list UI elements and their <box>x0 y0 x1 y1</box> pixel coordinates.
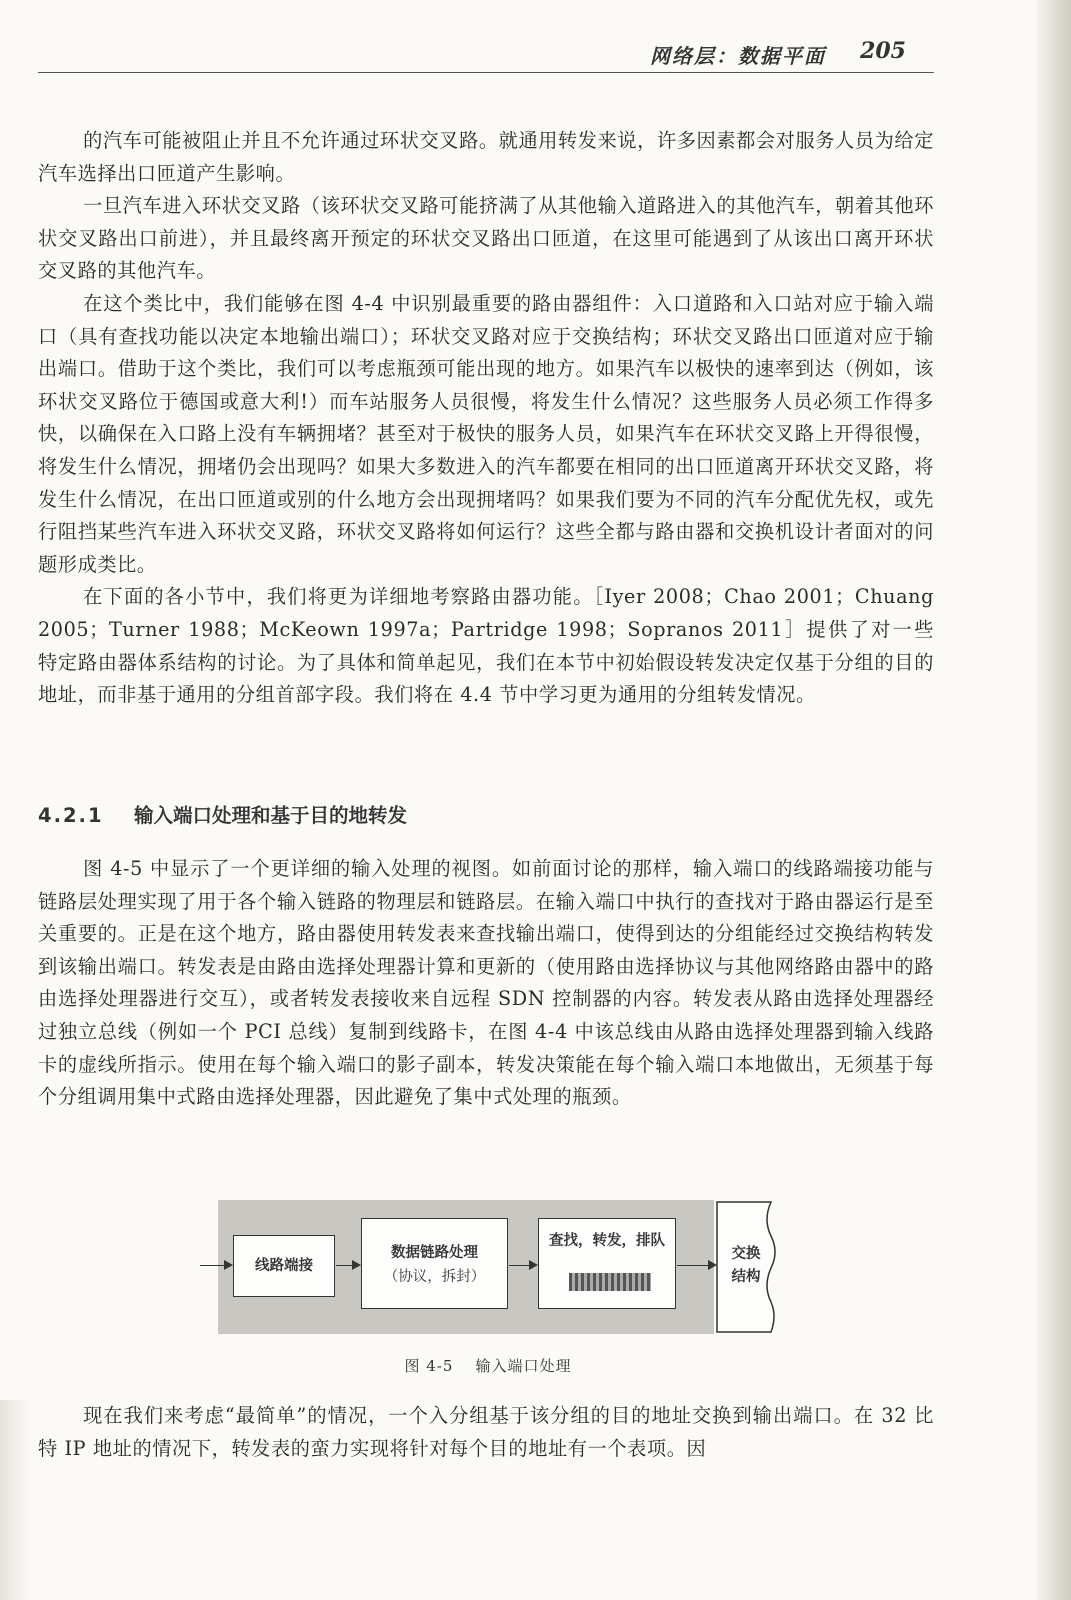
switch-fabric-label-line2: 结构 <box>731 1269 761 1285</box>
data-link-processing-label: 数据链路处理 <box>391 1245 478 1261</box>
paragraph: 在这个类比中，我们能够在图 4-4 中识别最重要的路由器组件：入口道路和入口站对应于输入端口（具有查找功能以决定本地输出端口）；环状交叉路对应于交换结构；环状交叉路出口匝道对应于输出端口。借助于这个类比，我们可以考虑瓶颈可能出现的地方。如果汽车以极快的速率到达（例如，该环状交叉路位于德国或意大利!）而车站服务人员很慢，将发生什么情况？这些服务人员必须工作得多快，以确保在入口路上没有车辆拥堵？甚至对于极快的服务人员，如果汽车在环状交叉路上开得很慢，将发生什么情况，拥堵仍会出现吗？如果大多数进入的汽车都要在相同的出口匝道离开环状交叉路，将发生什么情况，在出口匝道或别的什么地方会出现拥堵吗？如果我们要为不同的汽车分配优先权，或先行阻挡某些汽车进入环状交叉路，环状交叉路将如何运行？这些全都与路由器和交换机设计者面对的问题形成类比。 <box>38 291 934 576</box>
figure-input-port-processing <box>200 1195 780 1355</box>
switch-fabric-label-line1: 交换 <box>731 1246 761 1262</box>
switch-fabric-label <box>718 1243 774 1289</box>
chapter-title: 网络层：数据平面 <box>650 44 826 68</box>
arrow-3 <box>677 1265 715 1266</box>
data-link-processing-sublabel: （协议，拆封） <box>383 1269 486 1285</box>
section-heading <box>38 800 934 828</box>
page-edge-shadow <box>1037 0 1071 1600</box>
arrow-1 <box>336 1265 359 1266</box>
line-termination-label: 线路端接 <box>255 1258 313 1274</box>
input-arrow <box>200 1265 231 1266</box>
data-link-processing-box <box>361 1218 508 1309</box>
page-corner-shadow <box>0 1400 30 1600</box>
lookup-forward-queue-label: 查找，转发，排队 <box>549 1233 665 1249</box>
page-number: 205 <box>860 38 906 64</box>
lookup-forward-queue-box <box>538 1218 676 1309</box>
paragraph: 的汽车可能被阻止并且不允许通过环状交叉路。就通用转发来说，许多因素都会对服务人员为给定汽车选择出口匝道产生影响。 <box>38 129 934 185</box>
section-body-text <box>38 853 934 1114</box>
line-termination-box <box>233 1235 335 1297</box>
figure-caption-number: 图 4-5 <box>404 1357 454 1375</box>
figure-caption-text: 输入端口处理 <box>475 1357 572 1375</box>
queue-icon <box>569 1273 651 1291</box>
paragraph: 现在我们来考虑“最简单”的情况，一个入分组基于该分组的目的地址交换到输出端口。在 32 比特 IP 地址的情况下，转发表的蛮力实现将针对每个目的地址有一个表项。因 <box>38 1404 934 1460</box>
closing-body-text <box>38 1400 934 1465</box>
body-text <box>38 125 934 712</box>
figure-caption <box>198 1355 778 1376</box>
section-title: 输入端口处理和基于目的地转发 <box>134 804 408 827</box>
running-head <box>38 36 934 73</box>
paragraph: 图 4-5 中显示了一个更详细的输入处理的视图。如前面讨论的那样，输入端口的线路端接功能与链路层处理实现了用于各个输入链路的物理层和链路层。在输入端口中执行的查找对于路由器运行是至关重要的。正是在这个地方，路由器使用转发表来查找输出端口，使得到达的分组能经过交换结构转发到该输出端口。转发表是由路由选择处理器计算和更新的（使用路由选择协议与其他网络路由器中的路由选择处理器进行交互），或者转发表接收来自远程 SDN 控制器的内容。转发表从路由选择处理器经过独立总线（例如一个 PCI 总线）复制到线路卡，在图 4-4 中该总线由从路由选择处理器到输入线路卡的虚线所指示。使用在每个输入端口的影子副本，转发决策能在每个输入端口本地做出，无须基于每个分组调用集中式路由选择处理器，因此避免了集中式处理的瓶颈。 <box>38 857 934 1109</box>
arrow-2 <box>509 1265 536 1266</box>
paragraph: 在下面的各小节中，我们将更为详细地考察路由器功能。［Iyer 2008；Chao 2001；Chuang 2005；Turner 1988；McKeown 1997a；Partridge 1998；Sopranos 2011］提供了对一些特定路由器体系结构的讨论。为了具体和简单起见，我们在本节中初始假设转发决定仅基于分组的目的地址，而非基于通用的分组首部字段。我们将在 4.4 节中学习更为通用的分组转发情况。 <box>38 585 934 707</box>
section-number: 4.2.1 <box>38 804 104 827</box>
paragraph: 一旦汽车进入环状交叉路（该环状交叉路可能挤满了从其他输入道路进入的其他汽车，朝着其他环状交叉路出口前进），并且最终离开预定的环状交叉路出口匝道，在这里可能遇到了从该出口离开环状交叉路的其他汽车。 <box>38 194 934 283</box>
